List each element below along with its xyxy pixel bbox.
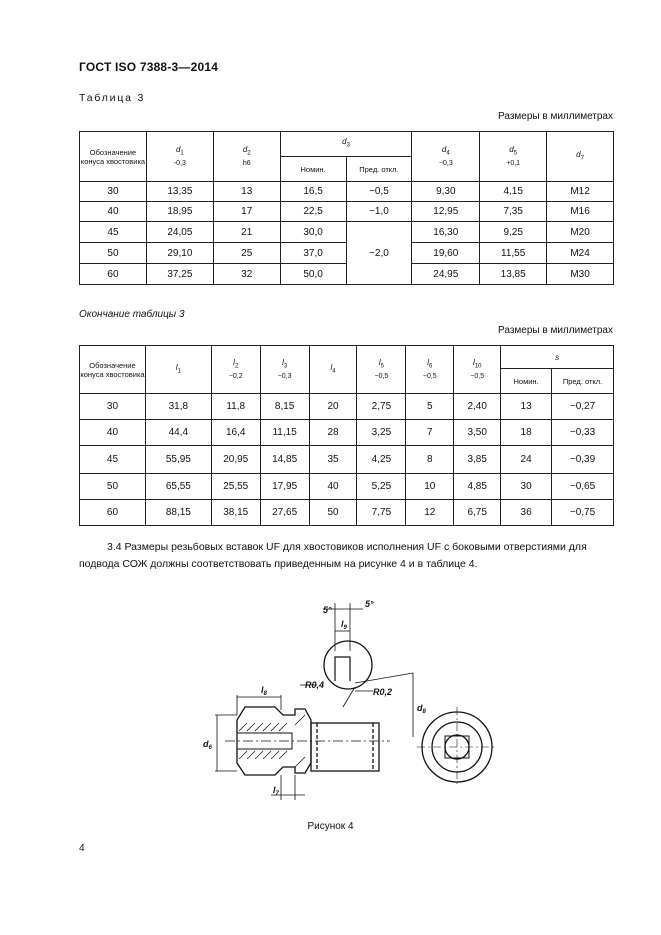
cell: 37,0: [280, 243, 346, 264]
cell: 20: [309, 394, 357, 420]
cell: 50: [80, 474, 146, 500]
cell: 3,50: [454, 420, 501, 446]
cell: 11,8: [211, 394, 260, 420]
cell: M20: [547, 222, 614, 243]
end-view: [417, 707, 495, 787]
cell: 17,95: [260, 474, 309, 500]
cell: 17: [213, 202, 280, 222]
cell: M12: [547, 182, 614, 202]
table-row: [80, 474, 614, 500]
cell: −0,39: [552, 446, 614, 474]
table3-head-d2: $d_2$ h6: [213, 132, 280, 182]
cell: 13,35: [146, 182, 213, 202]
radius-label-r02: R0,2: [373, 687, 393, 697]
cell: 31,8: [145, 394, 211, 420]
table-row: [80, 202, 614, 222]
table3-caption: Таблица 3: [79, 92, 146, 104]
cell: 12: [406, 500, 454, 526]
cell: 24,95: [412, 264, 480, 285]
cell: 28: [309, 420, 357, 446]
cell: M16: [547, 202, 614, 222]
table3-head-d7: $d_7$: [547, 132, 614, 182]
cell: M30: [547, 264, 614, 285]
cell: 13,85: [480, 264, 547, 285]
cell: 13: [213, 182, 280, 202]
dim-label-d8: $d_8$: [417, 703, 426, 715]
table3-head-d1: $d_1$ -0,3: [146, 132, 213, 182]
cell: −0,33: [552, 420, 614, 446]
cell: 29,10: [146, 243, 213, 264]
cell: 5: [406, 394, 454, 420]
table3b-head-l2: $l_2$ −0,2: [211, 346, 260, 394]
cell: −0,75: [552, 500, 614, 526]
cell: 30: [80, 394, 146, 420]
cell: 55,95: [145, 446, 211, 474]
cell: 24: [501, 446, 552, 474]
cell: −0,5: [346, 182, 412, 202]
cell: 9,25: [480, 222, 547, 243]
cell: 9,30: [412, 182, 480, 202]
dim-label-l7: $l_7$: [273, 785, 279, 797]
cell: 11,55: [480, 243, 547, 264]
table3b-head-s: s: [501, 346, 614, 369]
cell: 4,85: [454, 474, 501, 500]
cell: 32: [213, 264, 280, 285]
cell: −0,65: [552, 474, 614, 500]
cell: M24: [547, 243, 614, 264]
table3b-units: Размеры в миллиметрах: [498, 325, 613, 336]
table3b-head-l4: $l_4$: [309, 346, 357, 394]
cell: 40: [80, 202, 147, 222]
dim-label-d6: $d_6$: [203, 739, 212, 751]
cell: 45: [80, 446, 146, 474]
cell: 27,65: [260, 500, 309, 526]
cell: −0,27: [552, 394, 614, 420]
cell: 50,0: [280, 264, 346, 285]
cell: 35: [309, 446, 357, 474]
document-header: ГОСТ ISO 7388-3—2014: [79, 60, 219, 74]
insert-thread-outline: [311, 723, 379, 771]
table3-head-d3: $d_3$: [280, 132, 412, 157]
cell: 5,25: [357, 474, 406, 500]
cell: 16,4: [211, 420, 260, 446]
cell: 38,15: [211, 500, 260, 526]
dim-label-l9: $l_9$: [341, 619, 347, 631]
table3-head-d5: $d_5$ +0,1: [480, 132, 547, 182]
cell: 37,25: [146, 264, 213, 285]
table3b-head-s-deviation: Пред. откл.: [552, 369, 614, 394]
table3-head-d3-deviation: Пред. откл.: [346, 157, 412, 182]
table3b-head-designation: Обозначение конуса хвостовика: [80, 346, 146, 394]
angle-label-right: 5°: [365, 599, 374, 609]
cell: 25,55: [211, 474, 260, 500]
table-row: [80, 420, 614, 446]
figure-4-caption: Рисунок 4: [307, 821, 354, 832]
table3b-head-l5: $l_5$ −0,5: [357, 346, 406, 394]
cell: 10: [406, 474, 454, 500]
cell: 8: [406, 446, 454, 474]
cell: 7,75: [357, 500, 406, 526]
table3b-head-s-nominal: Номин.: [501, 369, 552, 394]
paragraph-3-4: [79, 539, 614, 573]
cell: 20,95: [211, 446, 260, 474]
table-3: [79, 131, 614, 285]
cell: 30,0: [280, 222, 346, 243]
cell: −1,0: [346, 202, 412, 222]
cell: 22,5: [280, 202, 346, 222]
cell: 21: [213, 222, 280, 243]
cell: 65,55: [145, 474, 211, 500]
cell: 45: [80, 222, 147, 243]
table3-units: Размеры в миллиметрах: [498, 111, 613, 122]
cell: 16,30: [412, 222, 480, 243]
paragraph-line-1: 3.4 Размеры резьбовых вставок UF для хвостовиков исполнения UF с боковыми отверстиями для: [107, 541, 587, 553]
table3-head-designation: Обозначение конуса хвостовика: [80, 132, 147, 182]
cell: 30: [80, 182, 147, 202]
angle-label-left: 5°: [323, 605, 332, 615]
table3b-head-l1: $l_1$: [145, 346, 211, 394]
paragraph-line-2: подвода СОЖ должны соответствовать приведенным на рисунке 4 и в таблице 4.: [79, 558, 478, 570]
cell: 3,85: [454, 446, 501, 474]
table-3-continuation: [79, 345, 614, 526]
figure-4-drawing: [195, 595, 495, 810]
cell: 11,15: [260, 420, 309, 446]
table3-head-d3-nominal: Номин.: [280, 157, 346, 182]
cell: 6,75: [454, 500, 501, 526]
cell: 60: [80, 500, 146, 526]
cell: 8,15: [260, 394, 309, 420]
cell: 7,35: [480, 202, 547, 222]
cell: 7: [406, 420, 454, 446]
cell: 13: [501, 394, 552, 420]
table-row: [80, 182, 614, 202]
cell: 50: [309, 500, 357, 526]
cell: 60: [80, 264, 147, 285]
table-row: [80, 446, 614, 474]
cell: 18: [501, 420, 552, 446]
cell: 50: [80, 243, 147, 264]
radius-label-r04: R0,4: [305, 680, 325, 690]
cell: 40: [80, 420, 146, 446]
table3b-caption: Окончание таблицы 3: [79, 309, 185, 320]
table-row: [80, 222, 614, 243]
cell: 88,15: [145, 500, 211, 526]
cell: 18,95: [146, 202, 213, 222]
table3b-head-l6: $l_6$ −0,5: [406, 346, 454, 394]
cell: 36: [501, 500, 552, 526]
cell: 40: [309, 474, 357, 500]
cell: 16,5: [280, 182, 346, 202]
cell: 2,75: [357, 394, 406, 420]
table-row: [80, 500, 614, 526]
cell: 19,60: [412, 243, 480, 264]
cell: 2,40: [454, 394, 501, 420]
table3b-head-l3: $l_3$ −0,3: [260, 346, 309, 394]
table-row: [80, 394, 614, 420]
cell: 4,25: [357, 446, 406, 474]
page-number: 4: [79, 843, 85, 854]
dim-label-l8: $l_8$: [261, 685, 267, 697]
cell: 4,15: [480, 182, 547, 202]
detail-circle: [324, 641, 372, 689]
cell: 24,05: [146, 222, 213, 243]
cell: 12,95: [412, 202, 480, 222]
cell: 30: [501, 474, 552, 500]
cell: 44,4: [145, 420, 211, 446]
cell-merged-deviation: −2,0: [346, 222, 412, 285]
table3-head-d4: $d_4$ −0,3: [412, 132, 480, 182]
cell: 14,85: [260, 446, 309, 474]
cell: 3,25: [357, 420, 406, 446]
cell: 25: [213, 243, 280, 264]
table3b-head-l10: $l_{10}$ −0,5: [454, 346, 501, 394]
